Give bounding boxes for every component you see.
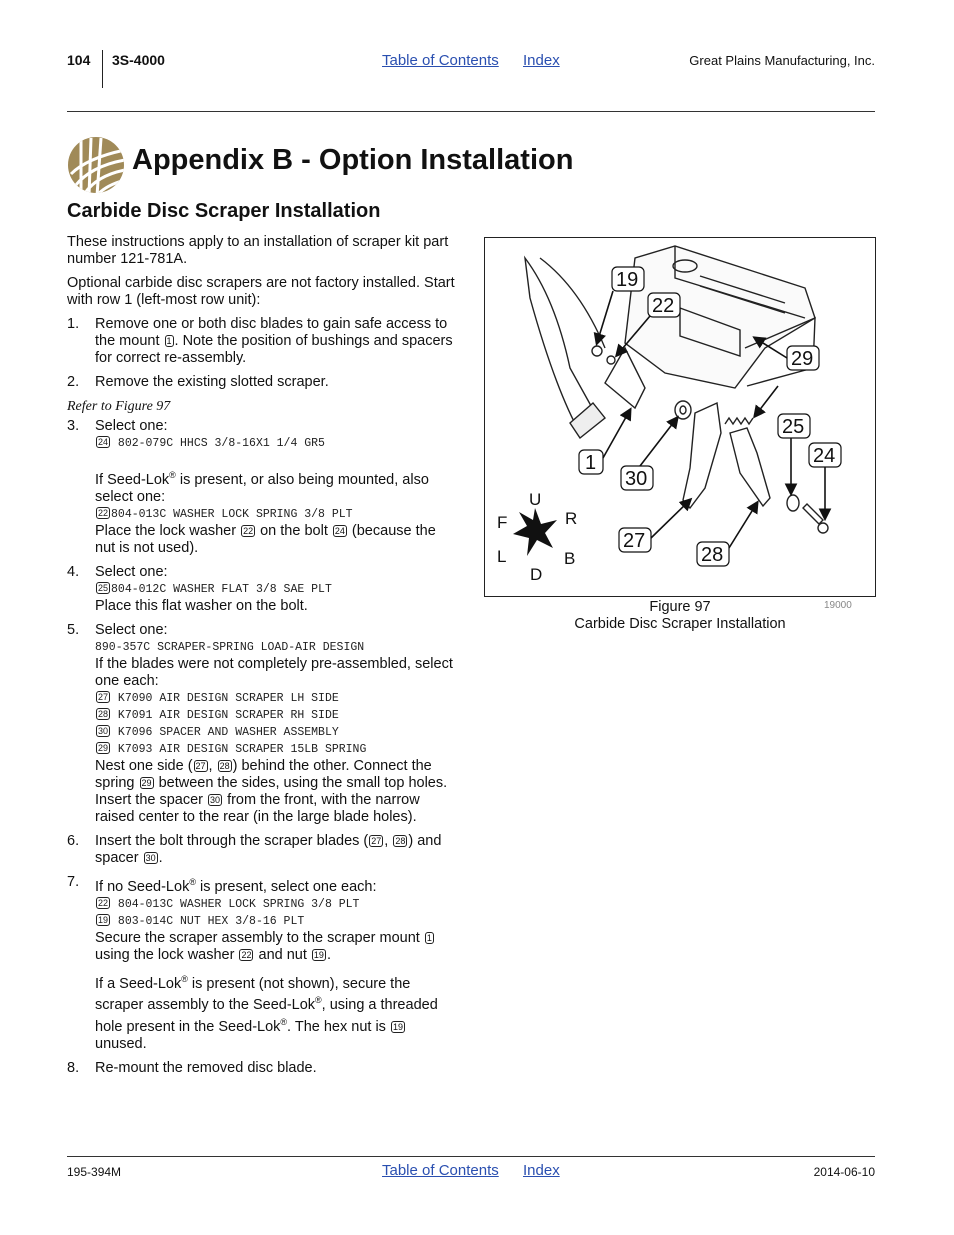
step-5 — [67, 622, 459, 826]
step-text: Select one: — [95, 418, 168, 434]
callout-badge: 19 — [392, 1022, 403, 1033]
callout-label: 24 — [813, 445, 836, 467]
step-text — [95, 874, 459, 896]
doc-date: 2014-06-10 — [813, 1165, 875, 1179]
registered-mark: ® — [181, 973, 188, 984]
header-toc-link[interactable]: Table of Contents — [382, 52, 499, 69]
step-text: Remove the existing slotted scraper. — [95, 374, 329, 390]
note-text: If no Seed-Lok — [95, 878, 190, 895]
part-text: K7093 AIR DESIGN SCRAPER 15LB SPRING — [111, 742, 367, 756]
note-text: If a Seed-Lok — [95, 975, 182, 992]
compass-down: D — [530, 565, 543, 584]
note-text: , — [208, 757, 217, 774]
part-line — [95, 896, 459, 913]
step-2 — [67, 374, 459, 391]
note-text: Nest one side ( — [95, 757, 193, 774]
note-text: is present, select one each: — [195, 878, 377, 895]
note-text: . — [326, 946, 331, 963]
step-text: , — [384, 832, 393, 849]
step-note — [95, 971, 459, 1053]
registered-mark: ® — [280, 1017, 288, 1028]
section-title: Carbide Disc Scraper Installation — [67, 200, 381, 222]
note-text: on the bolt — [256, 522, 332, 539]
callout-badge: 22 — [98, 897, 109, 908]
callout-badge: 30 — [210, 794, 221, 805]
scraper-blade-lh — [683, 403, 721, 508]
footer-toc-link[interactable]: Table of Contents — [382, 1162, 499, 1179]
page-title: Appendix B - Option Installation — [132, 144, 574, 176]
note-text: , using a threaded hole present in the Seed-Lok — [95, 997, 438, 1036]
step-note — [95, 523, 459, 557]
step-4 — [67, 564, 459, 615]
compass-front: F — [497, 513, 508, 532]
step-number: 8. — [67, 1060, 80, 1077]
callout-label: 29 — [791, 348, 814, 370]
callout-badge: 27 — [98, 691, 109, 702]
callout-badge: 28 — [219, 760, 230, 771]
part-line — [95, 913, 459, 930]
step-text: . — [158, 849, 163, 866]
figure-reference: Refer to Figure 97 — [67, 399, 171, 414]
scraper-assembly-illustration — [485, 238, 875, 596]
callout-badge: 27 — [371, 835, 382, 846]
compass-up: U — [529, 490, 542, 509]
part-text: 804-013C WASHER LOCK SPRING 3/8 PLT — [111, 507, 353, 521]
note-text: Secure the scraper assembly to the scraper mount — [95, 929, 424, 946]
bolt — [803, 504, 823, 524]
header-rule — [67, 111, 875, 112]
company-name: Great Plains Manufacturing, Inc. — [689, 53, 875, 68]
step-note — [95, 930, 459, 964]
callout-29 — [787, 346, 819, 370]
step-note — [95, 467, 459, 506]
callout-label: 27 — [623, 530, 646, 552]
part-line — [95, 724, 459, 741]
part-text: 803-014C NUT HEX 3/8-16 PLT — [111, 914, 305, 928]
callout-25 — [778, 414, 810, 438]
note-text: (because the nut is not used). — [95, 522, 436, 556]
callout-22 — [648, 293, 680, 317]
registered-mark: ® — [315, 995, 322, 1006]
part-line — [95, 581, 459, 598]
step-note: Place this flat washer on the bolt. — [95, 597, 308, 614]
note-text: ) behind the other. Connect the spring — [95, 757, 432, 791]
frame-arm — [525, 258, 595, 433]
header-divider — [102, 50, 103, 88]
step-6 — [67, 833, 459, 867]
step-text: ) and spacer — [95, 832, 442, 866]
part-line — [95, 741, 459, 758]
step-number: 3. — [67, 418, 80, 434]
step-text: Remove one or both disc blades to gain safe access to the mount — [95, 316, 448, 349]
step-1 — [67, 316, 459, 367]
compass-left: L — [497, 547, 507, 566]
callout-badge: 22 — [98, 507, 109, 518]
callout-badge: 25 — [98, 582, 109, 593]
note-text: is present, or also being mounted, also select one: — [95, 471, 429, 505]
callout-badge: 22 — [243, 525, 254, 536]
callout-27 — [619, 528, 651, 552]
callout-24 — [809, 443, 841, 467]
callout-badge: 30 — [145, 852, 156, 863]
part-line — [95, 690, 459, 707]
callout-label: 22 — [652, 295, 675, 317]
flat-washer — [675, 401, 691, 419]
callout-28 — [697, 542, 729, 566]
part-line — [95, 506, 459, 523]
part-text: 804-013C WASHER LOCK SPRING 3/8 PLT — [111, 897, 360, 911]
callout-badge: 1 — [166, 336, 172, 346]
step-3 — [67, 418, 459, 557]
callout-badge: 29 — [141, 777, 152, 788]
part-text: K7096 SPACER AND WASHER ASSEMBLY — [111, 725, 339, 739]
scraper-mount — [605, 348, 645, 408]
figure-97-frame — [484, 237, 876, 597]
figure-image-id: 19000 — [824, 600, 852, 611]
model-name: 3S-4000 — [112, 52, 165, 68]
registered-mark: ® — [169, 470, 176, 480]
figure-number: Figure 97 — [649, 599, 711, 615]
step-note: If the blades were not completely pre-assembled, select one each: — [95, 655, 453, 689]
intro-paragraph-2: Optional carbide disc scrapers are not factory installed. Start with row 1 (left-most row unit): — [67, 275, 455, 308]
step-text: Re-mount the removed disc blade. — [95, 1060, 317, 1077]
scraper-blade-rh — [730, 428, 770, 506]
doc-number: 195-394M — [67, 1165, 122, 1179]
figure-title: Carbide Disc Scraper Installation — [574, 616, 786, 632]
step-number: 7. — [67, 873, 80, 890]
note-text: Place the lock washer — [95, 522, 241, 539]
part-line — [95, 435, 459, 452]
registered-mark: ® — [189, 876, 196, 887]
callout-label: 30 — [625, 468, 648, 490]
great-plains-logo-icon — [67, 136, 125, 194]
callout-label: 28 — [701, 544, 724, 566]
compass-rear: R — [565, 509, 578, 528]
callout-badge: 28 — [98, 708, 109, 719]
part-text: 802-079C HHCS 3/8-16X1 1/4 GR5 — [111, 437, 325, 450]
note-text: If Seed-Lok — [95, 471, 170, 488]
callout-30 — [621, 466, 653, 490]
callout-label: 1 — [585, 452, 597, 474]
page-number: 104 — [67, 52, 91, 68]
callout-badge: 29 — [98, 742, 109, 753]
callout-badge: 30 — [98, 725, 109, 736]
callout-19 — [612, 267, 644, 291]
callout-badge: 19 — [313, 949, 324, 960]
step-text: Select one: — [95, 563, 168, 580]
step-7 — [67, 874, 459, 1053]
callout-badge: 28 — [395, 835, 406, 846]
orientation-compass-icon — [497, 490, 577, 584]
step-number: 6. — [67, 832, 80, 849]
callout-label: 19 — [616, 269, 639, 291]
callout-badge: 24 — [98, 437, 109, 447]
callout-badge: 19 — [98, 914, 109, 925]
part-line: 890-357C SCRAPER-SPRING LOAD-AIR DESIGN — [95, 640, 365, 654]
intro-paragraph-1: These instructions apply to an installation of scraper kit part number 121-781A. — [67, 234, 449, 267]
step-number: 5. — [67, 621, 80, 638]
footer-index-link[interactable]: Index — [523, 1162, 560, 1179]
callout-badge: 24 — [334, 525, 345, 536]
step-number: 2. — [67, 374, 80, 390]
step-text: Select one: — [95, 621, 168, 638]
part-text: 804-012C WASHER FLAT 3/8 SAE PLT — [111, 582, 332, 596]
note-text: using the lock washer — [95, 946, 239, 963]
callout-1 — [579, 450, 603, 474]
step-number: 4. — [67, 563, 80, 580]
note-text: unused. — [95, 1036, 147, 1053]
spring — [725, 418, 753, 424]
note-text: . The hex nut is — [287, 1019, 390, 1036]
note-text: from the front, with the narrow raised center to the rear (in the large blade holes). — [95, 791, 420, 825]
note-text: and nut — [254, 946, 311, 963]
figure-caption — [484, 599, 876, 633]
step-note — [95, 758, 459, 826]
header-index-link[interactable]: Index — [523, 52, 560, 69]
part-text: K7090 AIR DESIGN SCRAPER LH SIDE — [111, 691, 339, 705]
note-text: is present (not shown), secure the scraper assembly to the Seed-Lok — [95, 975, 411, 1014]
step-text: . Note the position of bushings and spacers for correct re-assembly. — [95, 333, 453, 366]
step-number: 1. — [67, 316, 80, 332]
step-8 — [67, 1060, 459, 1077]
footer-rule — [67, 1156, 875, 1157]
callout-badge: 27 — [195, 760, 206, 771]
callout-badge: 1 — [426, 932, 432, 943]
callout-label: 25 — [782, 416, 805, 438]
compass-back: B — [564, 549, 576, 568]
note-text: between the sides, using the small top holes. Insert the spacer — [95, 774, 448, 808]
instructions-column — [67, 234, 459, 1084]
step-text: Insert the bolt through the scraper blades ( — [95, 832, 369, 849]
part-line — [95, 707, 459, 724]
part-text: K7091 AIR DESIGN SCRAPER RH SIDE — [111, 708, 339, 722]
callout-badge: 22 — [241, 949, 252, 960]
